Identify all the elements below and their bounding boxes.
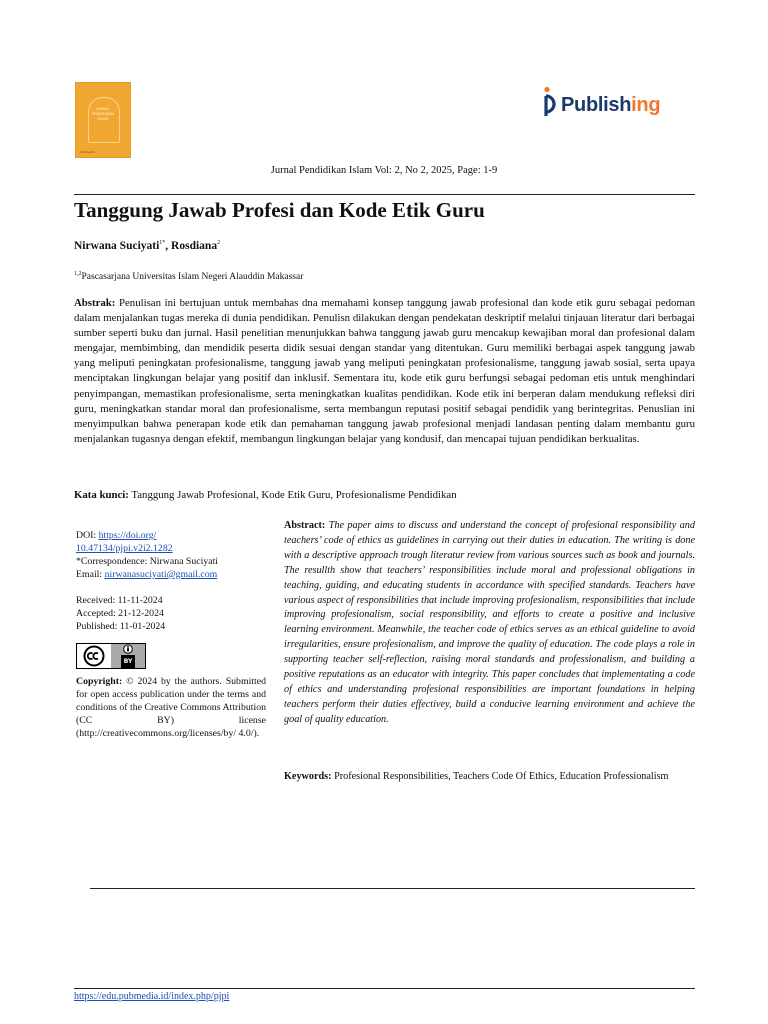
- journal-cover-thumbnail: [75, 82, 131, 158]
- kata-kunci-label: Kata kunci:: [74, 489, 129, 501]
- journal-url-link[interactable]: https://edu.pubmedia.id/index.php/pjpi: [74, 991, 230, 1002]
- cc-by-license-badge[interactable]: [76, 643, 146, 669]
- content-end-rule: [90, 888, 695, 889]
- footer: [74, 991, 229, 1002]
- journal-citation-line: Jurnal Pendidikan Islam Vol: 2, No 2, 2025, Page: 1-9: [270, 165, 498, 176]
- doi-link[interactable]: https://doi.org/: [98, 530, 157, 541]
- email-line: Email: nirwanasuciyati@gmail.com: [76, 569, 218, 580]
- cover-title: JURNAL PENDIDIKAN ISLAM: [91, 107, 115, 121]
- by-attribution-icon: BY: [111, 644, 145, 668]
- accepted-date: Accepted: 21-12-2024: [76, 608, 164, 619]
- correspondence: *Correspondence: Nirwana Suciyati: [76, 556, 219, 567]
- publishing-logo-text: Publishing: [561, 94, 661, 116]
- header-rule: [74, 194, 695, 195]
- abstrak-label: Abstrak:: [74, 297, 116, 309]
- abstrak-paragraph: Abstrak: Penulisan ini bertujuan untuk membahas dna memahami konsep tanggung jawab profesional dan kode etik guru sebagai pedoman dalam menjalankan tugas mereka di dunia pendidikan. Penulisn dilakukan dengan pendekatan deskriptif melalui tinjauan literatur dari berbagai sumber seperti buku dan jurnal. Hasil penelitian menunjukkan bahwa tanggung jawab guru mencakup kewajiban moral dan profesional dalam mengajar, membimbing, dan mendidik peserta didik sesuai dengan standar yang ditentukan. Guru memiliki berbagai aspek tanggung jawab yang meliputi peningkatan profesionalisme, tanggung jawab yang meliputi peningkatan profesionalisme, tanggung jawab sosial, serta upaya menciptakan lingkungan belajar yang positif dan inklusif. Sementara itu, kode etik guru berfungsi sebagai pedoman etis untuk menghindari penyimpangan, memastikan profesionalisme, serta meningkatkan kualitas pendidikan. Kode etik ini berperan dalam mendukung refleksi diri guru, meningkatkan standar moral dan profesionalisme, serta membangun reputasi positif sebagai pendidik yang berintegritas. Penuslian ini menyimpulkan bahwa penerapan kode etik dan pemahaman tanggung jawab profesional menjadi landasan penting dalam membantu guru menjalankan tugasnya dengan efektif, membangun lingkungan belajar yang kondusif, dan mencapai tujuan pendidikan berkualitas.: [74, 297, 695, 445]
- cc-icon: [77, 644, 111, 668]
- english-keywords: Keywords: Profesional Responsibilities, Teachers Code Of Ethics, Education Professionalism: [284, 771, 669, 782]
- article-info-sidebar: [76, 529, 266, 740]
- english-abstract: Abstract: The paper aims to discuss and understand the concept of profesional responsibility and teachers’ code of ethics as guidelines in carrying out their duties in education. The writing is done with a descriptive approach trough literatur review from various sources such as book and journals. The resullth show that teachers’ responsibilities include moral and professional obligations in teaching, guiding, and educating students in accordance with specified standards. Teachers have various aspect of responsibilities that include improving profesionalism, responsibilities that include improving profesionalism, social responsibility, and efforts to create a positive and inclusive learning environment. Meanwhile, the teacher code of ethics serves as an ethical guideline to avoid irregularities, ensure profesionalism, and improve the quality of education. The code plays a role in supporting teacher self-reflection, raising moral standards and professionalism, and building a positive reputations as an educator with integrity. This paper concludes that implementating a code of ethics and understanding profesional responsibilities are important foundations in helping teachers perform their duties effectivey, build a conducive learning environment and achieve the goal of quality education.: [284, 520, 695, 725]
- keywords-label: Keywords:: [284, 771, 332, 782]
- doi-line: DOI: https://doi.org/: [76, 530, 157, 541]
- cover-publisher: Pubmedia: [80, 150, 95, 154]
- received-date: Received: 11-11-2024: [76, 595, 163, 606]
- copyright-notice: Copyright: © 2024 by the authors. Submitted for open access publication under the terms and conditions of the Creative Commons Attribution (CC BY) license (http://creativecommons.org/licenses/by/ 4.0/).: [76, 676, 266, 739]
- doi-link-continued[interactable]: 10.47134/pjpi.v2i2.1282: [76, 543, 173, 554]
- kata-kunci: Kata kunci: Tanggung Jawab Profesional, Kode Etik Guru, Profesionalisme Pendidikan: [74, 489, 457, 501]
- email-link[interactable]: nirwanasuciyati@gmail.com: [104, 569, 218, 580]
- abstract-label: Abstract:: [284, 520, 326, 531]
- footer-rule: [74, 988, 695, 989]
- author-list: Nirwana Suciyati$^{1*}$, Rosdiana$^2$: [74, 240, 221, 252]
- paper-title: Tanggung Jawab Profesi dan Kode Etik Guru: [74, 198, 485, 222]
- published-date: Published: 11-01-2024: [76, 621, 166, 632]
- affiliation: $^{1,2}$Pascasarjana Universitas Islam Negeri Alauddin Makassar: [74, 271, 304, 283]
